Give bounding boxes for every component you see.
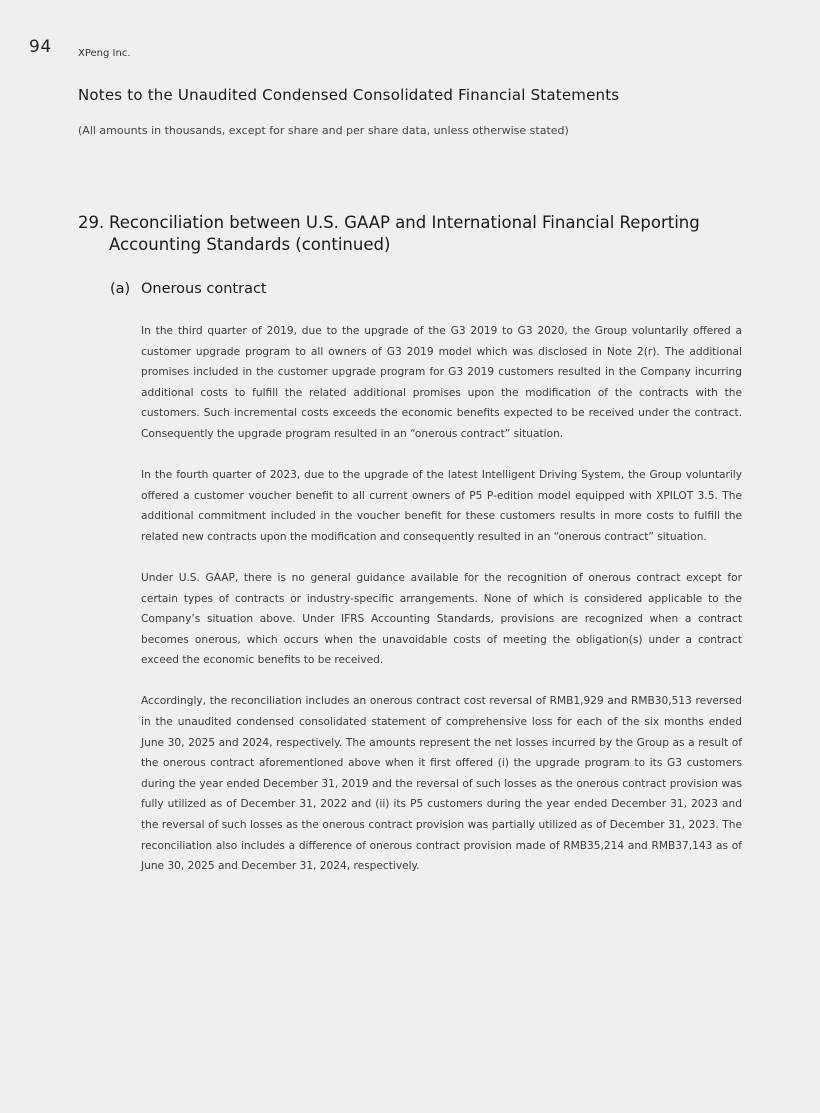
section-title: Reconciliation between U.S. GAAP and International Financial Reporting Accounting Standards (continued): [109, 213, 700, 254]
subsection-label: (a): [110, 281, 131, 297]
company-name: XPeng Inc.: [78, 48, 131, 59]
section-heading: [78, 212, 738, 256]
paragraph: Under U.S. GAAP, there is no general guidance available for the recognition of onerous contract except for certain types of contracts or industry-specific arrangements. None of which is considered applicable to the Company’s situation above. Under IFRS Accounting Standards, provisions are recognized when a contract becomes onerous, which occurs when the unavoidable costs of meeting the obligation(s) under a contract exceed the economic benefits to be received.: [141, 571, 742, 667]
notes-title: Notes to the Unaudited Condensed Consolidated Financial Statements: [78, 86, 620, 104]
subsection-title: Onerous contract: [141, 281, 267, 297]
notes-subtitle: (All amounts in thousands, except for share and per share data, unless otherwise stated): [78, 124, 569, 137]
page-number: 94: [29, 37, 52, 57]
section-number: 29.: [78, 213, 105, 232]
body-text: [141, 321, 742, 897]
paragraph: In the fourth quarter of 2023, due to the upgrade of the latest Intelligent Driving System, the Group voluntarily offered a customer voucher benefit to all current owners of P5 P-edition model equipped with XPILOT 3.5. The additional commitment included in the voucher benefit for these customers results in more costs to fulfill the related new contracts upon the modification and consequently resulted in an “onerous contract” situation.: [141, 469, 742, 543]
subsection-heading: [110, 281, 267, 297]
paragraph: In the third quarter of 2019, due to the upgrade of the G3 2019 to G3 2020, the Group voluntarily offered a customer upgrade program to all owners of G3 2019 model which was disclosed in Note 2(r). The additional promises included in the customer upgrade program for G3 2019 customers resulted in the Company incurring additional costs to fulfill the related additional promises upon the modification of the contracts with the customers. Such incremental costs exceeds the economic benefits expected to be received under the contract. Consequently the upgrade program resulted in an “onerous contract” situation.: [141, 325, 742, 440]
paragraph: Accordingly, the reconciliation includes an onerous contract cost reversal of RMB1,929 and RMB30,513 reversed in the unaudited condensed consolidated statement of comprehensive loss for each of the six months ended June 30, 2025 and 2024, respectively. The amounts represent the net losses incurred by the Group as a result of the onerous contract aforementioned above when it first offered (i) the upgrade program to its G3 customers during the year ended December 31, 2019 and the reversal of such losses as the onerous contract provision was fully utilized as of December 31, 2022 and (ii) its P5 customers during the year ended December 31, 2023 and the reversal of such losses as the onerous contract provision was partially utilized as of December 31, 2023. The reconciliation also includes a difference of onerous contract provision made of RMB35,214 and RMB37,143 as of June 30, 2025 and December 31, 2024, respectively.: [141, 695, 742, 873]
